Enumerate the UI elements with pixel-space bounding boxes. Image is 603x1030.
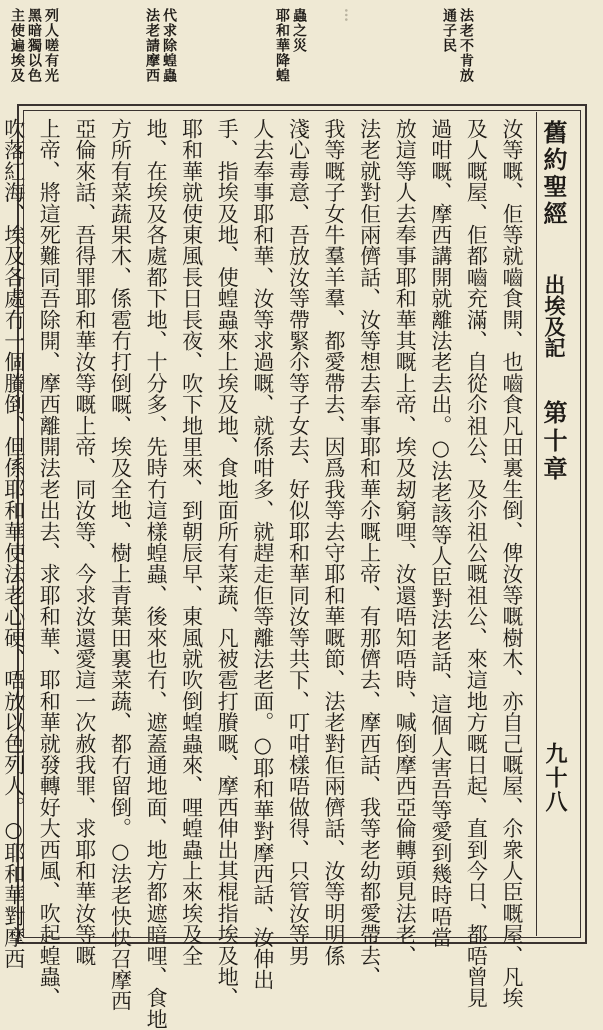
chapter-number: 第十章 (539, 400, 568, 484)
margin-note: 列人嗟有光 黑暗獨以色 主使遍埃及 (9, 8, 59, 83)
text-column: 我等嘅子女牛羣羊羣、都愛帶去、因爲我等去守耶和華嘅節、法老對佢兩儕話、汝等明明係 (322, 118, 347, 966)
text-column: 及人嘅屋、佢都嚙充滿、自從尒祖公、及尒祖公嘅祖公、來這地方嘅日起、直到今日、都唔曾見 (464, 118, 489, 1009)
text-column: 方所有菜蔬果木、係雹冇打倒嘅、埃及全地、樹上青葉田裏菜蔬、都冇留倒。○法老快快召摩西 (108, 118, 133, 1012)
text-column: 放這等人去奉事耶和華其嘅上帝、埃及刼窮哩、汝還唔知唔時、喊倒摩西亞倫轉頭見法老、 (393, 118, 418, 966)
book-name: 出埃及記 (542, 274, 567, 358)
margin-note: 法老不肯放 通子民 (441, 8, 474, 83)
text-column: 過咁嘅、摩西講開就離法老去出。○法老該等人臣對法老話、這個人害吾等愛到幾時唔當 (428, 118, 453, 948)
margin-note: 蟲之災 耶和華降蝗 (274, 8, 307, 83)
text-column: 吹落紅海、埃及各處冇一個賸倒、但係耶和華使法老心硬、唔放以色列人。○耶和華對摩西 (1, 118, 26, 969)
text-column: 法老就對佢兩儕話、汝等想去奉事耶和華尒嘅上帝、有那儕去、摩西話、我等老幼都愛帶去、 (357, 118, 382, 988)
text-column: 淺心毒意、吾放汝等帶緊尒等子女去、好似耶和華同汝等共下、叮咁樣唔做得、只管汝等男 (286, 118, 311, 966)
margin-notes (0, 0, 603, 100)
page-number: 九十八 (542, 742, 568, 814)
text-frame (1, 104, 587, 1030)
text-column: 耶和華就使東風長日長夜、吹下地里來、到朝辰早、東風就吹倒蝗蟲來、哩蝗蟲上來埃及全 (179, 118, 204, 966)
text-column: 地、在埃及各處都下地、十分多、先時冇這樣蝗蟲、後來也冇、遮蓋通地面、地方都遮暗哩、食地 (144, 118, 169, 1030)
margin-note: … (341, 8, 357, 23)
book-title: 舊約聖經 (539, 120, 568, 228)
header-strip (536, 112, 577, 936)
text-column: 上帝、將這死難同吾除開、摩西離開法老出去、求耶和華、耶和華就發轉好大西風、吹起蝗蟲、 (37, 118, 62, 1009)
text-column: 人去奉事耶和華、汝等求過嘅、就係咁多、就趕走佢等離法老面。○耶和華對摩西話、汝伸出 (250, 118, 275, 991)
margin-note: 代求除蝗蟲 法老請摩西 (144, 8, 177, 83)
text-column: 汝等嘅、佢等就嚙食開、也嚙食凡田裏生倒、俾汝等嘅樹木、亦自己嘅屋、尒衆人臣嘅屋、凡埃 (500, 118, 524, 1009)
text-column: 亞倫來話、吾得罪耶和華汝等嘅上帝、同汝等、今求汝還愛這一次赦我罪、求耶和華汝等嘅 (72, 118, 97, 966)
text-column: 手、指埃及地、使蝗蟲來上埃及地、食地面所有菜蔬、凡被雹打賸嘅、摩西伸出其棍指埃及地、 (215, 118, 240, 1009)
scripture-body (1, 118, 529, 1030)
